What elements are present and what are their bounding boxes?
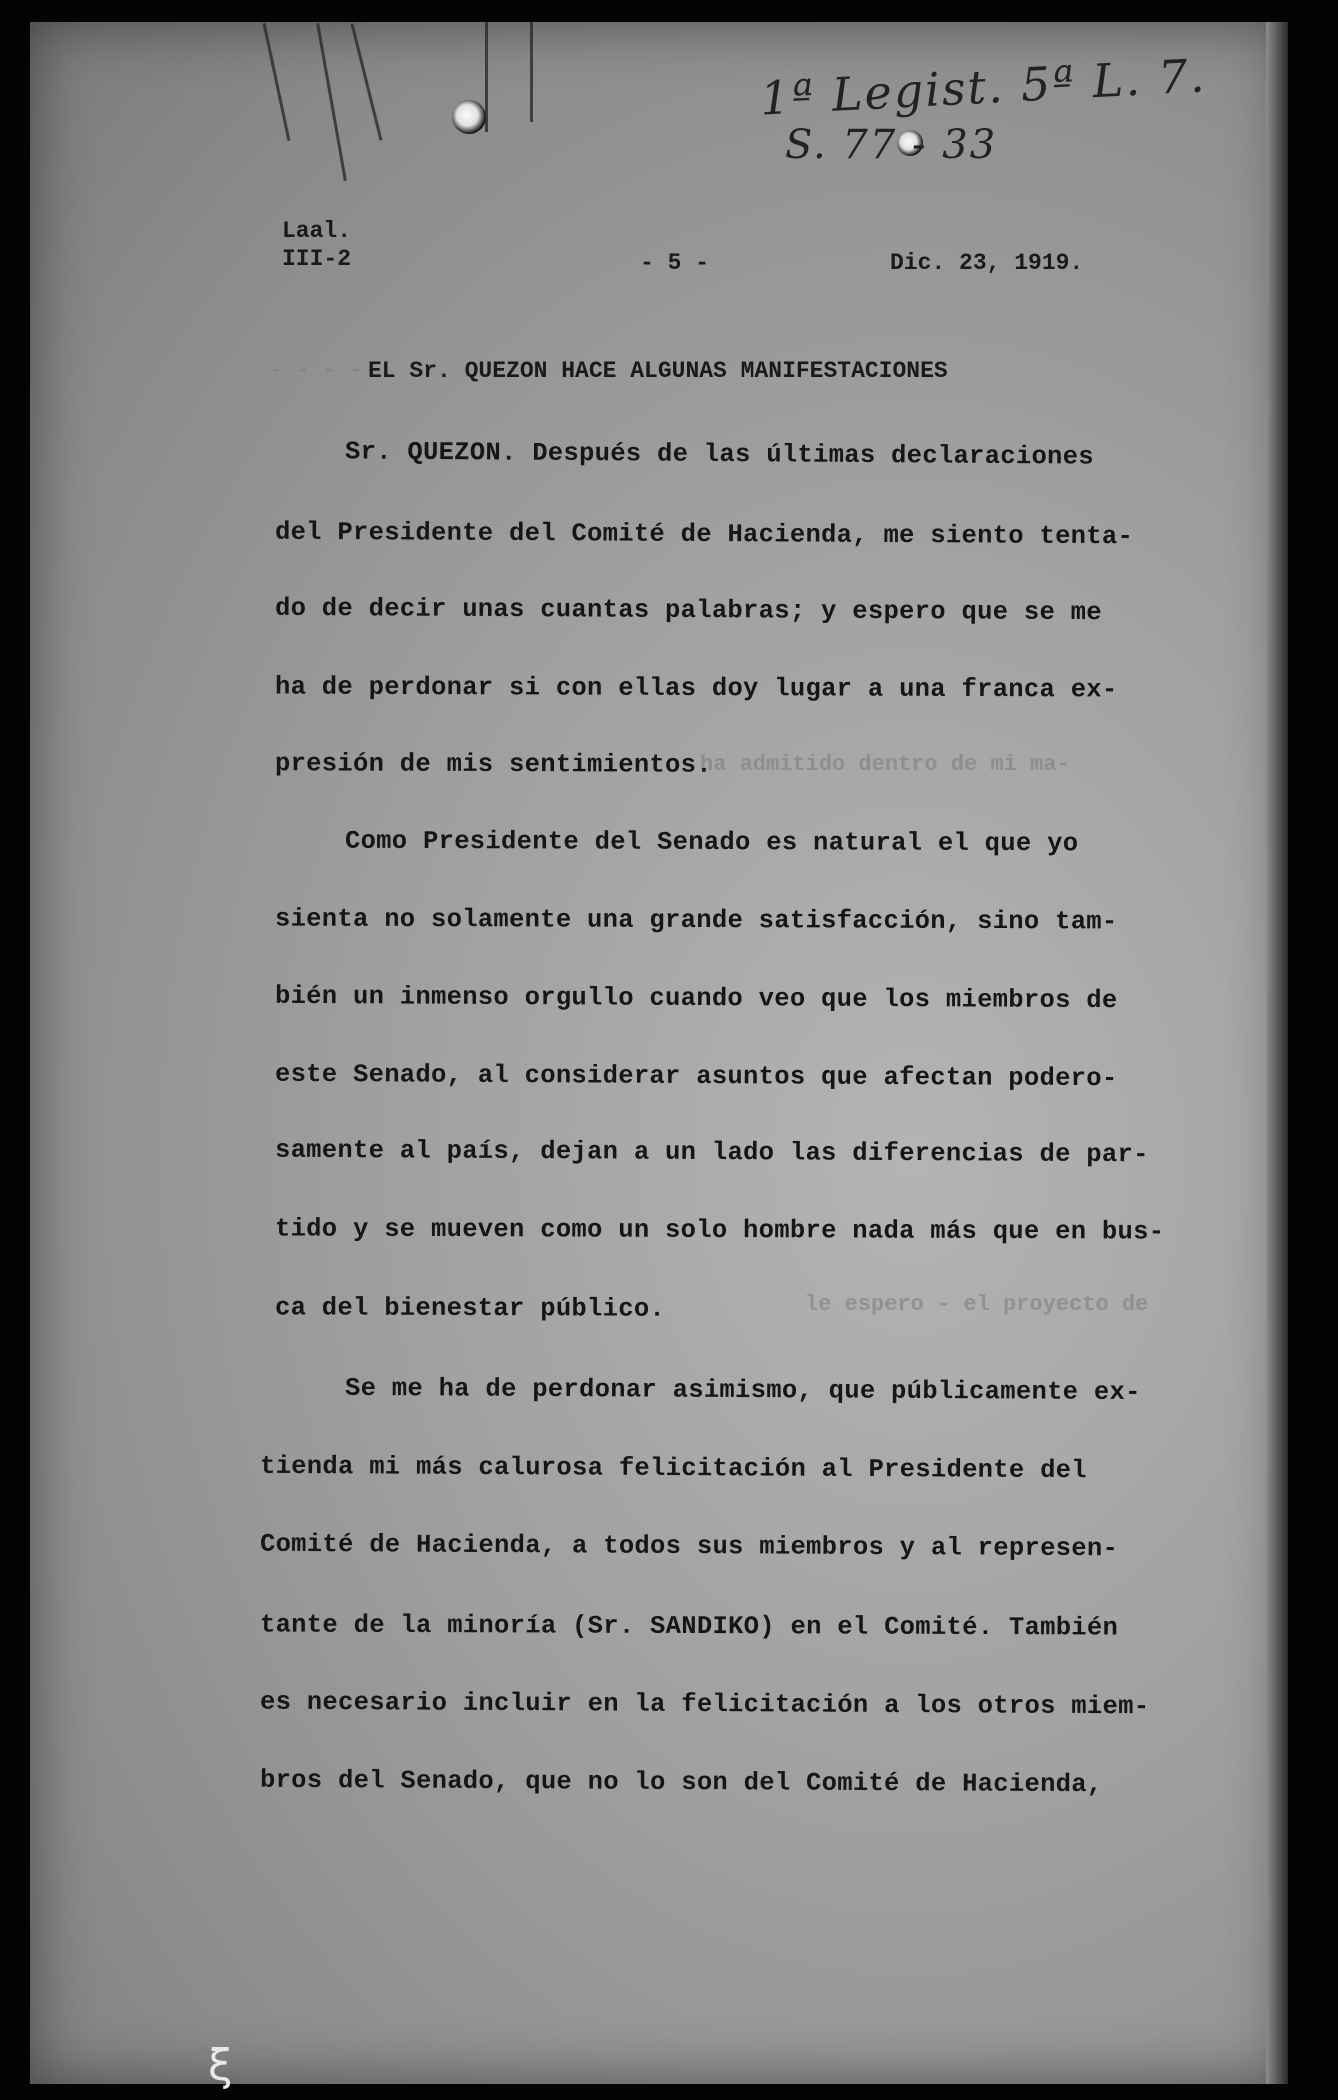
body-line: Como Presidente del Senado es natural el que yo xyxy=(344,826,1079,859)
punch-hole xyxy=(452,100,486,134)
body-line: tante de la minoría (Sr. SANDIKO) en el Comité. También xyxy=(259,1610,1119,1643)
section-title: EL Sr. QUEZON HACE ALGUNAS MANIFESTACIONES xyxy=(368,358,948,384)
body-line: do de decir unas cuantas palabras; y espero que se me xyxy=(274,593,1103,628)
body-line: Comité de Hacienda, a todos sus miembros y al represen- xyxy=(259,1529,1119,1564)
body-line: es necesario incluir en la felicitación a los otros miem- xyxy=(259,1687,1150,1722)
handwritten-notation-line2: S. 77 - 33 xyxy=(785,122,998,168)
body-line: tido y se mueven como un solo hombre nada más que en bus- xyxy=(274,1214,1165,1247)
crease-mark xyxy=(263,23,291,141)
body-line: bros del Senado, que no lo son del Comité de Hacienda, xyxy=(259,1765,1103,1800)
body-line: este Senado, al considerar asuntos que afectan podero- xyxy=(274,1059,1118,1094)
crease-mark xyxy=(351,23,383,140)
body-line: presión de mis sentimientos. xyxy=(274,749,712,780)
bleed-through-text: - - - - xyxy=(270,358,363,383)
body-line: ha de perdonar si con ellas doy lugar a una franca ex- xyxy=(274,672,1118,705)
reference-code-line1: Laal. xyxy=(282,218,352,244)
paper-page xyxy=(30,22,1288,2084)
bleed-through-text: ha admitido dentro de mi ma- xyxy=(700,752,1070,777)
body-line: sienta no solamente una grande satisfacción, sino tam- xyxy=(274,904,1118,937)
page-edge-shadow xyxy=(1266,22,1288,2084)
reference-code-line2: III-2 xyxy=(282,246,352,272)
handwritten-notation-line1: 1ª Legist. 5ª L. 7. xyxy=(758,48,1208,126)
body-line: ca del bienestar público. xyxy=(274,1293,666,1324)
crease-mark xyxy=(316,23,347,181)
body-line: del Presidente del Comité de Hacienda, me siento tenta- xyxy=(274,517,1134,552)
body-line: Se me ha de perdonar asimismo, que públicamente ex- xyxy=(344,1373,1141,1408)
body-line: tienda mi más calurosa felicitación al Presidente del xyxy=(259,1451,1088,1486)
page-number: - 5 - xyxy=(640,250,710,276)
bleed-through-text: le espero - el proyecto de xyxy=(805,1292,1149,1317)
crease-mark xyxy=(530,22,533,122)
body-line: bién un inmenso orgullo cuando veo que los miembros de xyxy=(274,981,1118,1016)
corner-scan-mark: ξ xyxy=(208,2040,233,2091)
document-date: Dic. 23, 1919. xyxy=(890,250,1084,276)
body-line: samente al país, dejan a un lado las diferencias de par- xyxy=(274,1135,1149,1170)
body-line: Sr. QUEZON. Después de las últimas declaraciones xyxy=(344,437,1095,472)
